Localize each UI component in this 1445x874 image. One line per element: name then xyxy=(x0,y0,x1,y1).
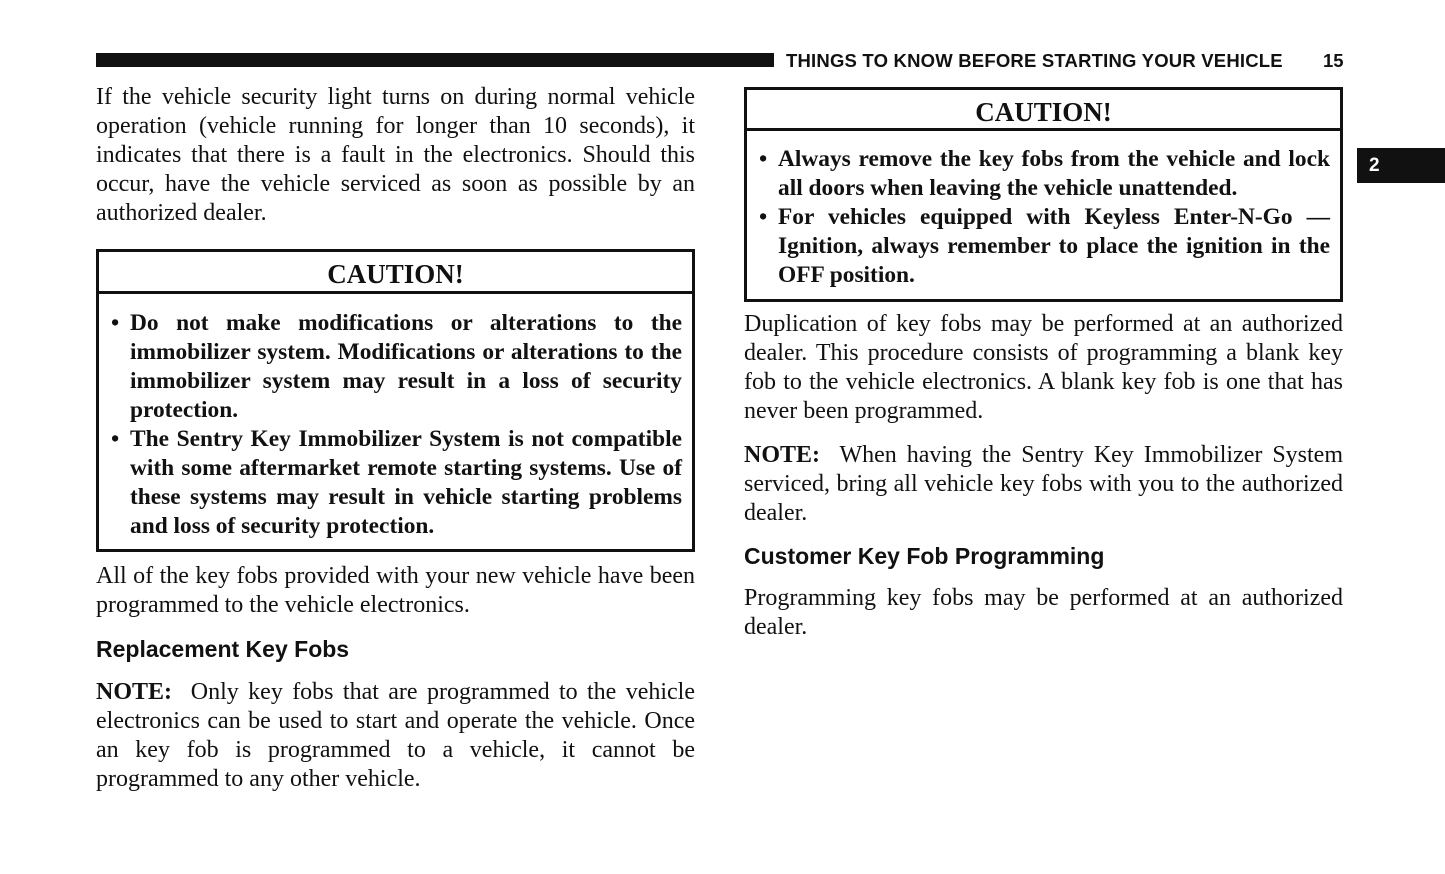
caution-item: • Do not make modifications or alterations to the immobilizer system. Modifications or alterations to the immobilizer system may result in a loss of security protection. xyxy=(111,310,682,423)
note-label: NOTE: xyxy=(96,679,173,705)
running-header-title: THINGS TO KNOW BEFORE STARTING YOUR VEHICLE xyxy=(786,50,1283,71)
replacement-note xyxy=(96,678,695,794)
caution-title: CAUTION! xyxy=(747,90,1340,131)
caution-item: • For vehicles equipped with Keyless Enter-N-Go — Ignition, always remember to place the ignition in the OFF position. xyxy=(759,204,1330,288)
page-number: 15 xyxy=(1323,50,1344,71)
bullet-icon: • xyxy=(759,146,768,172)
caution-list xyxy=(747,131,1340,290)
bullet-icon: • xyxy=(759,204,768,230)
duplication-paragraph: Duplication of key fobs may be performed at an authorized dealer. This procedure consists of programming a blank key fob to the vehicle electronics. A blank key fob is one that has never been programmed. xyxy=(744,311,1343,424)
bullet-icon: • xyxy=(111,426,120,452)
bullet-icon: • xyxy=(111,310,120,336)
caution-title: CAUTION! xyxy=(99,252,692,294)
customer-key-fob-programming-heading: Customer Key Fob Programming xyxy=(744,543,1105,569)
replacement-key-fobs-heading: Replacement Key Fobs xyxy=(96,636,350,662)
note-text: When having the Sentry Key Immobilizer System serviced, bring all vehicle key fobs with you to the authorized dealer. xyxy=(744,442,1343,526)
caution-item: • The Sentry Key Immobilizer System is not compatible with some aftermarket remote starting systems. Use of these systems may result in vehicle starting problems and loss of security protection. xyxy=(111,426,682,539)
caution-item: • Always remove the key fobs from the vehicle and lock all doors when leaving the vehicle unattended. xyxy=(759,146,1330,201)
caution-box-key-fobs xyxy=(744,87,1343,302)
note-label: NOTE: xyxy=(744,442,821,468)
note-text: Only key fobs that are programmed to the vehicle electronics can be used to start and operate the vehicle. Once an key fob is programmed to a vehicle, it cannot be programmed to any other vehicle. xyxy=(96,679,695,792)
security-light-paragraph: If the vehicle security light turns on during normal vehicle operation (vehicle running for longer than 10 seconds), it indicates that there is a fault in the electronics. Should this occur, have the vehicle serviced as soon as possible by an authorized dealer. xyxy=(96,84,695,226)
chapter-tab: 2 xyxy=(1357,148,1445,183)
sentry-key-note xyxy=(744,441,1343,528)
caution-list xyxy=(99,294,692,541)
programmed-fobs-paragraph: All of the key fobs provided with your new vehicle have been programmed to the vehicle electronics. xyxy=(96,563,695,618)
programming-paragraph: Programming key fobs may be performed at an authorized dealer. xyxy=(744,585,1343,640)
header-rule xyxy=(96,53,774,67)
caution-box-immobilizer xyxy=(96,249,695,552)
